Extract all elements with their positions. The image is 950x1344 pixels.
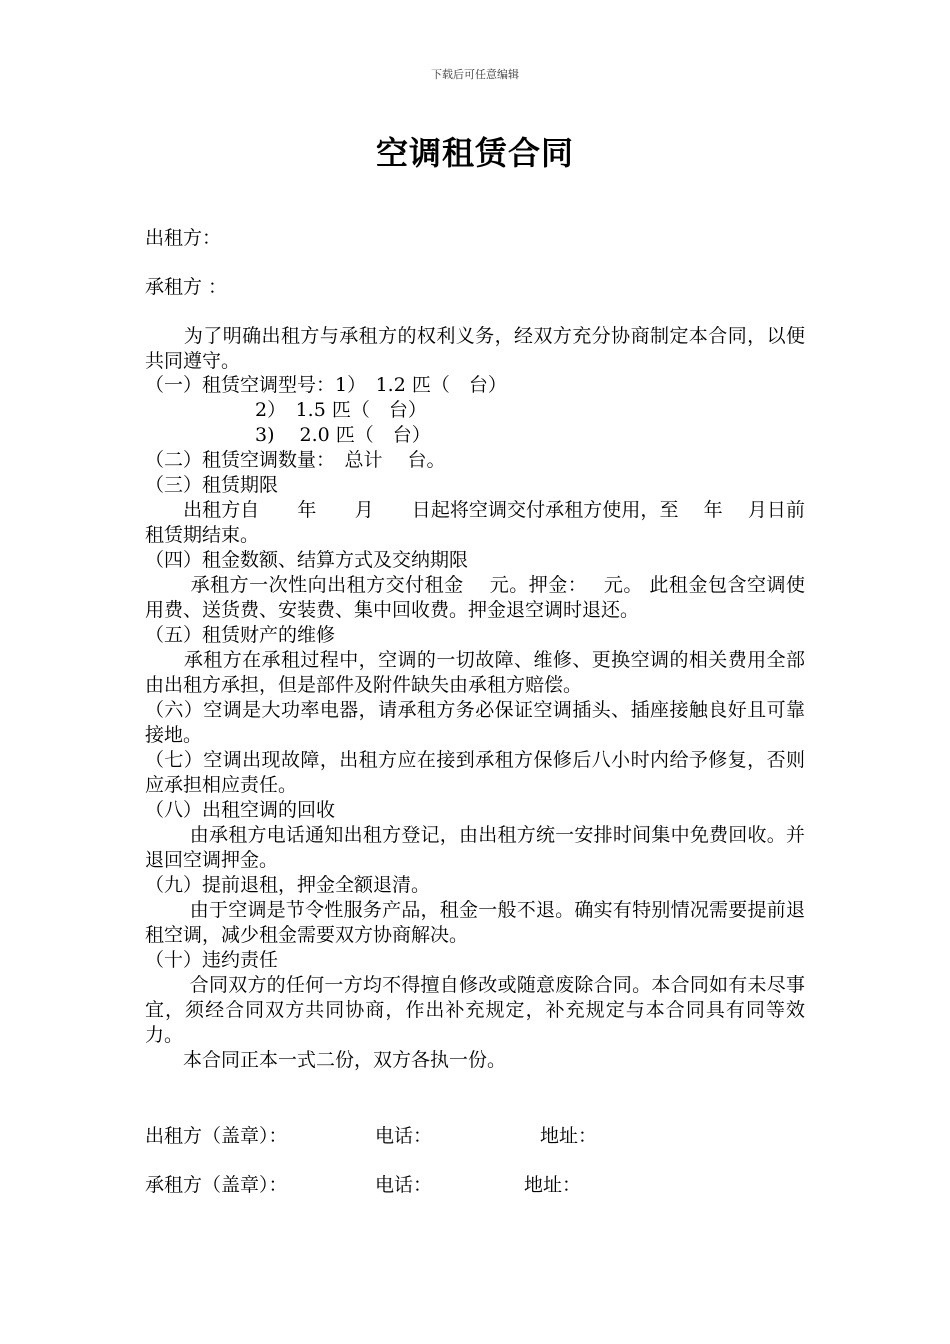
lessor-line: 出租方： [145, 227, 222, 249]
lessee-seal-label: 承租方（盖章）： [145, 1174, 288, 1196]
intro-paragraph: 为了明确出租方与承租方的权利义务，经双方充分协商制定本合同，以便共同遵守。 [145, 325, 805, 372]
clause-6: （六）空调是大功率电器，请承租方务必保证空调插头、插座接触良好且可靠接地。 [145, 699, 805, 746]
clause-10-body: 合同双方的任何一方均不得擅自修改或随意废除合同。本合同如有未尽事宜，须经合同双方共同协商，作出补充规定，补充规定与本合同具有同等效力。 [145, 974, 805, 1046]
lessee-line: 承租方 ： [145, 276, 228, 298]
document-title: 空调租赁合同 [375, 134, 574, 172]
clause-9-body: 由于空调是节令性服务产品，租金一般不退。确实有特别情况需要提前退租空调，减少租金需要双方协商解决。 [145, 899, 805, 946]
clause-7: （七）空调出现故障，出租方应在接到承租方保修后八小时内给予修复，否则应承担相应责任。 [145, 749, 805, 796]
header-note: 下载后可任意编辑 [431, 68, 519, 81]
clause-3-body: 出租方自 年 月 日起将空调交付承租方使用，至 年 月日前租赁期结束。 [145, 499, 805, 546]
clause-4-body: 承租方一次性向出租方交付租金 元。押金： 元。 此租金包含空调使用费、送货费、安装费、集中回收费。押金退空调时退还。 [145, 574, 805, 621]
lessor-address-label: 地址： [540, 1125, 598, 1147]
clause-3-heading: （三）租赁期限 [145, 474, 279, 496]
clause-8-body: 由承租方电话通知出租方登记，由出租方统一安排时间集中免费回收。并退回空调押金。 [145, 824, 805, 871]
clause-1-model-a: （一）租赁空调型号：1） 1.2 匹（ 台） [145, 374, 507, 396]
clause-10-heading: （十）违约责任 [145, 949, 279, 971]
closing-paragraph: 本合同正本一式二份，双方各执一份。 [145, 1049, 507, 1071]
clause-4-heading: （四）租金数额、结算方式及交纳期限 [145, 549, 469, 571]
lessor-phone-label: 电话： [375, 1125, 433, 1147]
clause-1-model-c: 3) 2.0 匹（ 台） [255, 424, 431, 446]
clause-5-body: 承租方在承租过程中，空调的一切故障、维修、更换空调的相关费用全部由出租方承担，但是部件及附件缺失由承租方赔偿。 [145, 649, 805, 696]
clause-2-quantity: （二）租赁空调数量： 总计 台。 [145, 449, 446, 471]
clause-5-heading: （五）租赁财产的维修 [145, 624, 336, 646]
clause-9-heading: （九）提前退租，押金全额退清。 [145, 874, 431, 896]
lessee-phone-label: 电话： [375, 1174, 433, 1196]
clause-8-heading: （八）出租空调的回收 [145, 799, 336, 821]
lessee-address-label: 地址： [524, 1174, 582, 1196]
lessor-seal-label: 出租方（盖章）： [145, 1125, 288, 1147]
clause-1-model-b: 2） 1.5 匹（ 台） [255, 399, 427, 421]
